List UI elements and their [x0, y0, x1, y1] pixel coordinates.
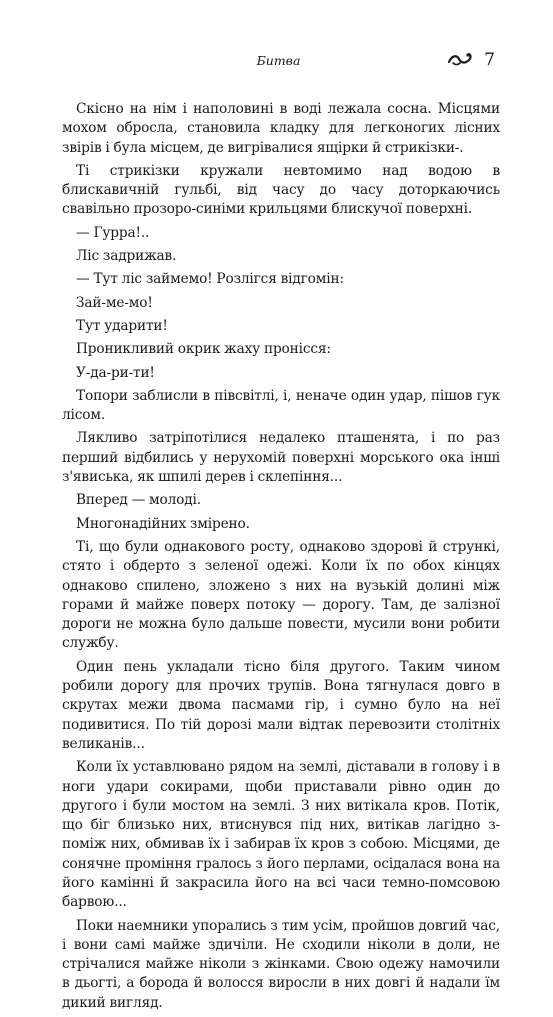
paragraph: Ті стрикізки кружали невтомимо над водою в блискавичній гульбі, від часу до часу доторкаючись свавільно прозоро-синіми крильцями блискучої поверхні. — [62, 162, 500, 218]
paragraph: Зай-ме-мо! — [76, 294, 153, 311]
paragraph: Коли їх уставлювано рядом на землі, діставали в голову і в ноги удари сокирами, щоби приставали рівно один до другого і були мостом на землі. З них витікала кров. Потік, що біг близько них, втиснувся під них, витікав лагідно з-поміж них, обмивав їх і забирав їх кров з собою. Місцями, де сонячне проміння гралось з його перлами, осідалася вона на його камінні й закрасила його на всі часи темно-помсовою барвою... — [62, 759, 500, 911]
running-head — [62, 50, 495, 70]
paragraph: Ліс задрижав. — [76, 248, 177, 265]
paragraph: Вперед — молоді. — [76, 492, 201, 509]
swash-ornament-icon — [447, 51, 473, 67]
paragraph: Ті, що були однакового росту, однаково здорові й стрункі, стято і обдерто з зеленої одежі. Коли їх по обох кінцях однаково спилено, зложено з них на вузькій долині між горами й майже поверх потоку — дорогу. Там, де залізної дороги не можна було дальше повести, мусили вони робити службу. — [62, 538, 500, 652]
paragraph: Скісно на нім і наполовині в воді лежала сосна. Місцями мохом обросла, становила кладку для легконогих лісних звірів і була місцем, де вигрівалися ящірки й стрикізки-. — [62, 101, 500, 156]
paragraph: Тут ударити! — [76, 317, 168, 334]
paragraph: Топори заблисли в півсвітлі, і, неначе один удар, пішов гук лісом. — [62, 387, 500, 424]
paragraph: Один пень укладали тісно біля другого. Таким чином робили дорогу для прочих трупів. Вона тягнулася довго в скрутах межи двома пасмами гір, і сумно було на неї подивитися. По тій дорозі мали відтак перевозити столітніх великанів... — [62, 658, 500, 752]
paragraph: У-да-ри-ти! — [76, 364, 155, 381]
page-number: 7 — [484, 50, 495, 70]
paragraph: Поки наемники упорались з тим усім, пройшов довгий час, і вони самі майже здичіли. Не сходили ніколи в доли, не стрічалися майже ніколи з жінками. Свою одежу намочили в дьогті, а борода й волосся виросли в них довгі й надали їм дикий вигляд. — [62, 917, 500, 1011]
paragraph: Лякливо затріпотілися недалеко пташенята, і по раз перший відбились у нерухомій поверхні морського ока інші з'явиська, як шпилі дерев і склепіння... — [62, 430, 500, 486]
body-text — [62, 100, 500, 1017]
running-title: Битва — [256, 53, 301, 68]
paragraph: Проникливий окрик жаху пронісся: — [76, 341, 331, 358]
paragraph: — Тут ліс займемо! Розлігся відгомін: — [76, 271, 344, 288]
paragraph: — Гурра!.. — [76, 224, 150, 241]
paragraph: Многонадійних змірено. — [76, 515, 250, 532]
